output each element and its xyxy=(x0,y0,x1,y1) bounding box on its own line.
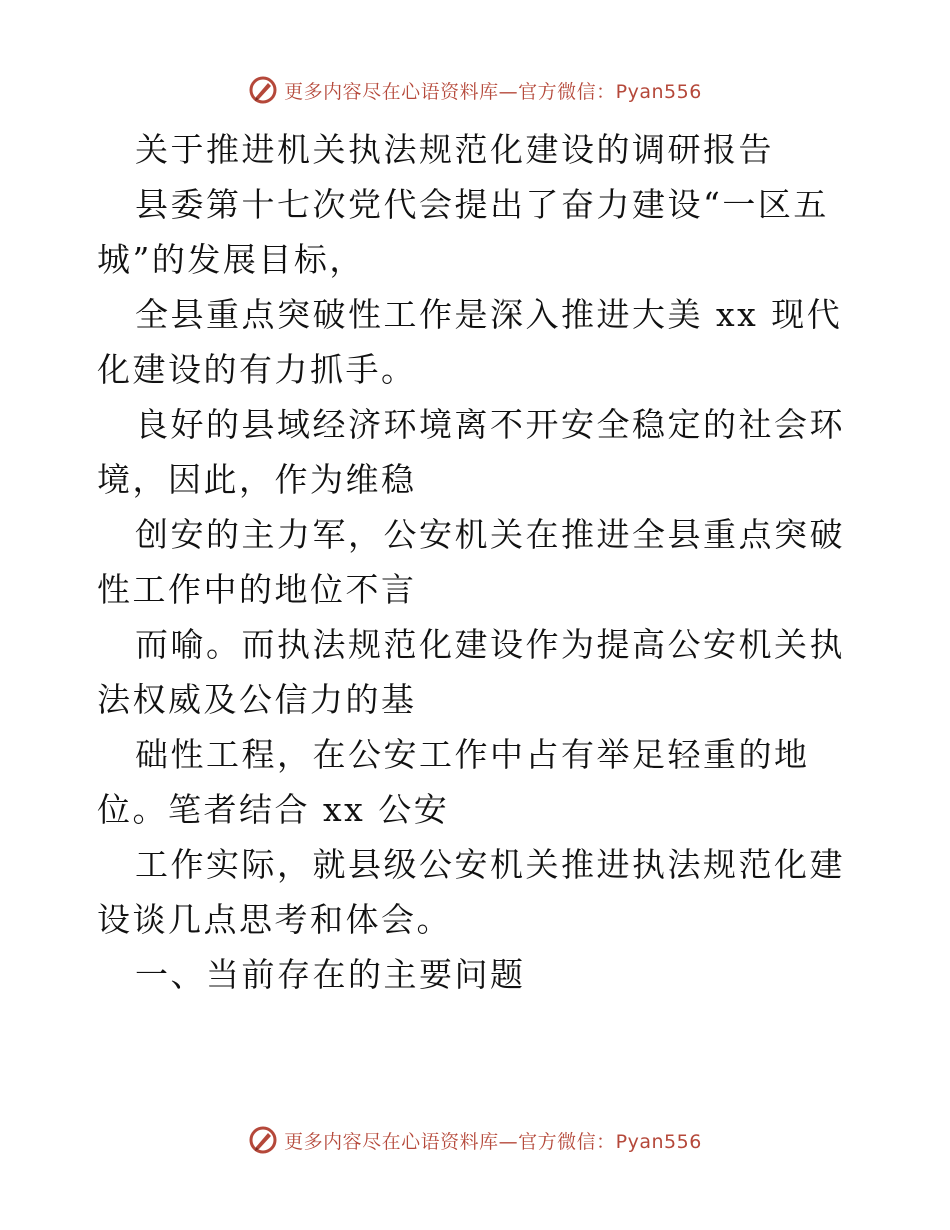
paragraph: 创安的主力军，公安机关在推进全县重点突破性工作中的地位不言 xyxy=(97,515,845,609)
watermark-text: 更多内容尽在心语资料库—官方微信：Pyan556 xyxy=(284,1130,702,1153)
pen-circle-icon xyxy=(248,75,278,105)
watermark-text: 更多内容尽在心语资料库—官方微信：Pyan556 xyxy=(284,80,702,103)
paragraph: 县委第十七次党代会提出了奋力建设“一区五城”的发展目标， xyxy=(97,185,829,279)
watermark-banner-bottom xyxy=(0,1120,950,1160)
paragraph: 工作实际，就县级公安机关推进执法规范化建设谈几点思考和体会。 xyxy=(97,845,845,939)
document-body xyxy=(97,122,857,1002)
section-heading: 一、当前存在的主要问题 xyxy=(135,955,526,994)
pen-circle-icon xyxy=(248,1125,278,1155)
watermark-banner-top xyxy=(0,70,950,110)
document-title: 关于推进机关执法规范化建设的调研报告 xyxy=(135,130,774,169)
paragraph: 全县重点突破性工作是深入推进大美 xx 现代化建设的有力抓手。 xyxy=(97,295,843,389)
paragraph: 良好的县域经济环境离不开安全稳定的社会环境，因此，作为维稳 xyxy=(97,405,845,499)
paragraph: 而喻。而执法规范化建设作为提高公安机关执法权威及公信力的基 xyxy=(97,625,845,719)
paragraph: 础性工程，在公安工作中占有举足轻重的地位。笔者结合 xx 公安 xyxy=(97,735,810,829)
